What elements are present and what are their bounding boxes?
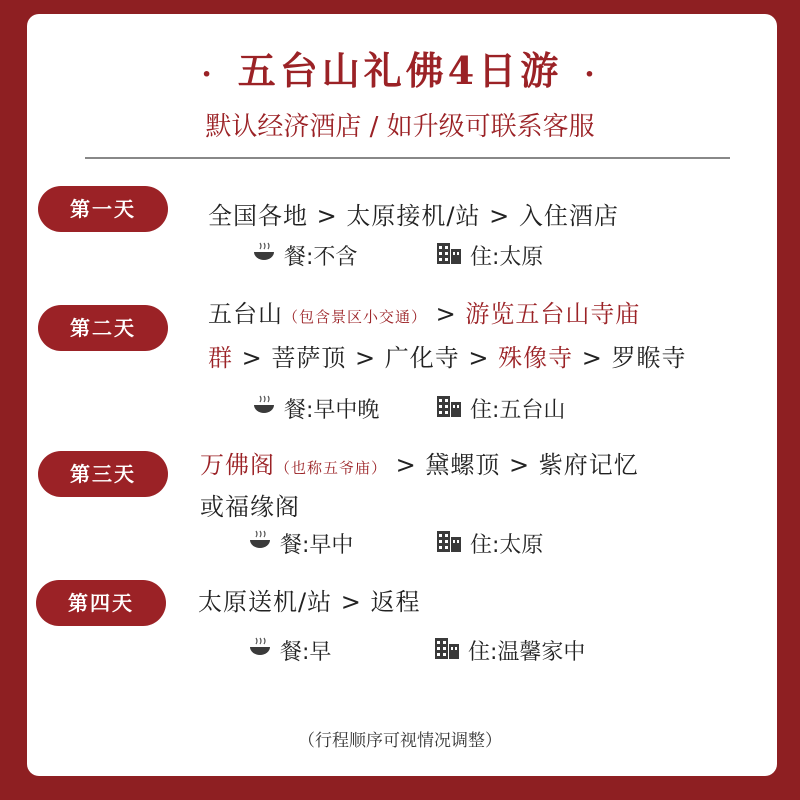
day-1-meal-text: 餐:不含 — [284, 245, 358, 270]
day-4-meal-text: 餐:早 — [280, 640, 332, 665]
title-text: 五台山礼佛4日游 — [237, 48, 563, 93]
day-3-route-line1 — [200, 445, 639, 480]
page-subtitle: 默认经济酒店 / 如升级可联系客服 — [205, 112, 595, 142]
day-3-seg-a: 万佛阁 — [200, 451, 275, 479]
day-2-seg-g: > 罗睺寺 — [573, 344, 687, 372]
day-3-badge: 第三天 — [38, 451, 168, 497]
bowl-icon — [248, 637, 272, 665]
day-1-stay-text: 住:太原 — [470, 245, 544, 270]
day-2-seg-a: 五台山 — [208, 300, 283, 328]
day-3-meal-text: 餐:早中 — [280, 533, 354, 558]
bowl-icon — [248, 530, 272, 558]
day-4-stay — [434, 635, 585, 666]
day-1-route: 全国各地 > 太原接机/站 > 入住酒店 — [208, 202, 619, 230]
day-2-stay-text: 住:五台山 — [470, 398, 566, 423]
day-4-stay-text: 住:温馨家中 — [468, 640, 586, 665]
divider — [85, 157, 730, 159]
day-1-stay — [436, 240, 543, 271]
title-dot-right: · — [584, 57, 599, 92]
day-2-meal — [252, 393, 379, 424]
day-2-route-line2 — [208, 338, 686, 373]
day-3-stay — [436, 528, 543, 559]
day-2-seg-e: > 菩萨顶 > 广化寺 > — [233, 344, 499, 372]
day-2-seg-d: 群 — [208, 344, 233, 372]
day-2-seg-b: > — [427, 300, 466, 328]
day-3-seg-b: > 黛螺顶 > 紫府记忆 — [387, 451, 639, 479]
day-4-meal — [248, 635, 331, 666]
day-3-stay-text: 住:太原 — [470, 533, 544, 558]
footer-note: （行程顺序可视情况调整） — [298, 731, 502, 751]
day-2-meal-text: 餐:早中晚 — [284, 398, 380, 423]
day-2-stay — [436, 393, 565, 424]
day-2-route-line1 — [208, 294, 640, 329]
bowl-icon — [252, 395, 276, 423]
building-icon — [436, 242, 462, 270]
title-dot-left: · — [201, 57, 216, 92]
day-3-route-line2: 或福缘阁 — [200, 493, 300, 521]
building-icon — [436, 395, 462, 423]
day-2-badge: 第二天 — [38, 305, 168, 351]
day-2-note: （包含景区小交通） — [283, 308, 428, 326]
day-1-meal — [252, 240, 357, 271]
building-icon — [434, 637, 460, 665]
bowl-icon — [252, 242, 276, 270]
day-4-badge: 第四天 — [36, 580, 166, 626]
page-title — [0, 40, 800, 95]
day-1-badge: 第一天 — [38, 186, 168, 232]
day-2-seg-f: 殊像寺 — [498, 344, 574, 372]
day-4-route: 太原送机/站 > 返程 — [198, 588, 421, 616]
building-icon — [436, 530, 462, 558]
day-3-meal — [248, 528, 353, 559]
day-3-note: （也称五爷庙） — [275, 459, 388, 477]
day-2-seg-c: 游览五台山寺庙 — [465, 300, 641, 328]
